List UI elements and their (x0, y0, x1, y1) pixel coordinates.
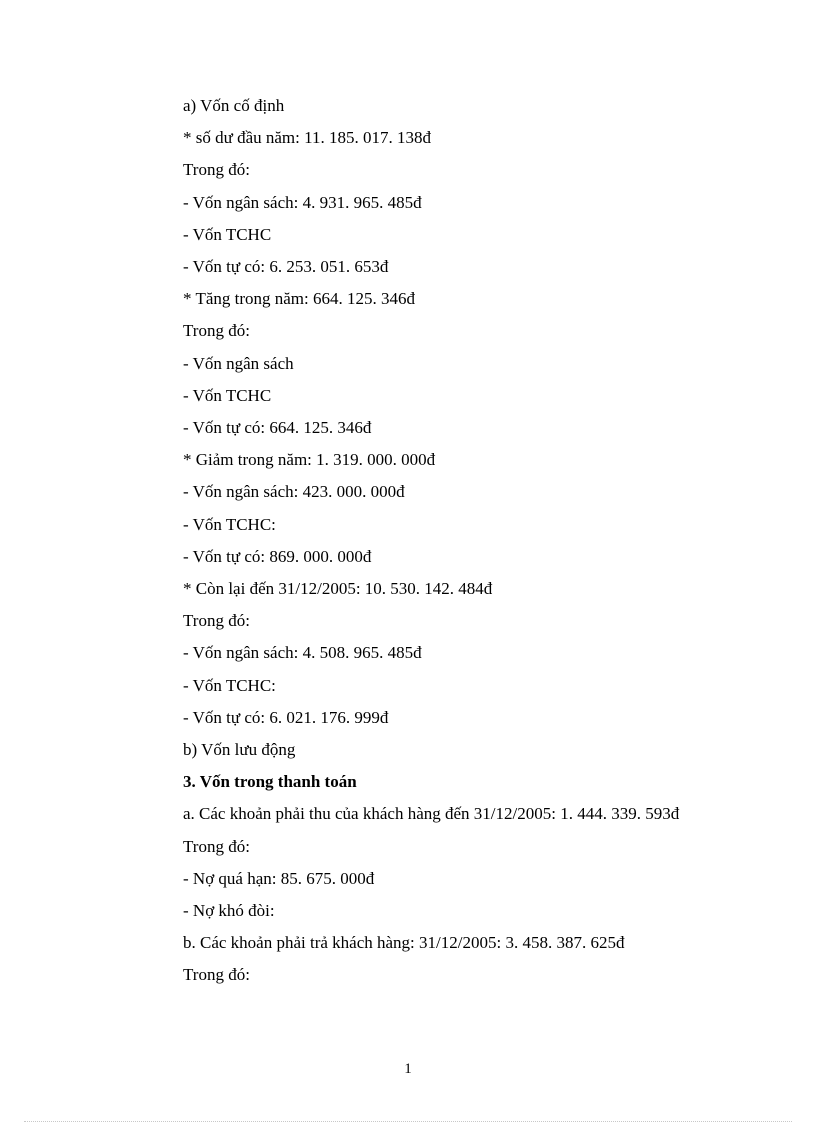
of-which-label: Trong đó: (183, 611, 250, 631)
remaining-balance-line: * Còn lại đến 31/12/2005: 10. 530. 142. 484đ (183, 579, 493, 599)
payables-line: b. Các khoản phải trả khách hàng: 31/12/2005: 3. 458. 387. 625đ (183, 933, 625, 953)
own-capital-line: - Vốn tự có: 664. 125. 346đ (183, 418, 372, 438)
tchc-capital-line: - Vốn TCHC (183, 385, 272, 405)
fixed-capital-heading: a) Vốn cố định (183, 96, 285, 115)
increase-line: * Tăng trong năm: 664. 125. 346đ (183, 289, 415, 309)
bad-debt-line: - Nợ khó đòi: (183, 901, 275, 921)
receivables-paragraph: a. Các khoản phải thu của khách hàng đến 31/12/2005: 1. 444. 339. 593đ (183, 804, 680, 824)
page-number: 1 (404, 1061, 412, 1077)
own-capital-line: - Vốn tự có: 869. 000. 000đ (183, 546, 372, 566)
tchc-capital-line: - Vốn TCHC: (183, 675, 276, 695)
of-which-label: Trong đó: (183, 965, 250, 985)
own-capital-line: - Vốn tự có: 6. 021. 176. 999đ (183, 707, 389, 727)
of-which-label: Trong đó: (183, 160, 250, 180)
budget-capital-line: - Vốn ngân sách: 4. 931. 965. 485đ (183, 192, 422, 212)
overdue-debt-line: - Nợ quá hạn: 85. 675. 000đ (183, 868, 375, 888)
page-body (136, 90, 738, 992)
budget-capital-line: - Vốn ngân sách (183, 353, 294, 373)
decrease-line: * Giảm trong năm: 1. 319. 000. 000đ (183, 450, 436, 470)
page-divider (24, 1121, 792, 1122)
own-capital-line: - Vốn tự có: 6. 253. 051. 653đ (183, 257, 389, 277)
section-heading: 3. Vốn trong thanh toán (183, 772, 357, 792)
working-capital-heading: b) Vốn lưu động (183, 740, 296, 760)
of-which-label: Trong đó: (183, 836, 250, 856)
tchc-capital-line: - Vốn TCHC: (183, 514, 276, 534)
opening-balance-line: * số dư đầu năm: 11. 185. 017. 138đ (183, 128, 431, 148)
tchc-capital-line: - Vốn TCHC (183, 224, 272, 244)
budget-capital-line: - Vốn ngân sách: 423. 000. 000đ (183, 482, 405, 502)
budget-capital-line: - Vốn ngân sách: 4. 508. 965. 485đ (183, 643, 422, 663)
of-which-label: Trong đó: (183, 321, 250, 341)
